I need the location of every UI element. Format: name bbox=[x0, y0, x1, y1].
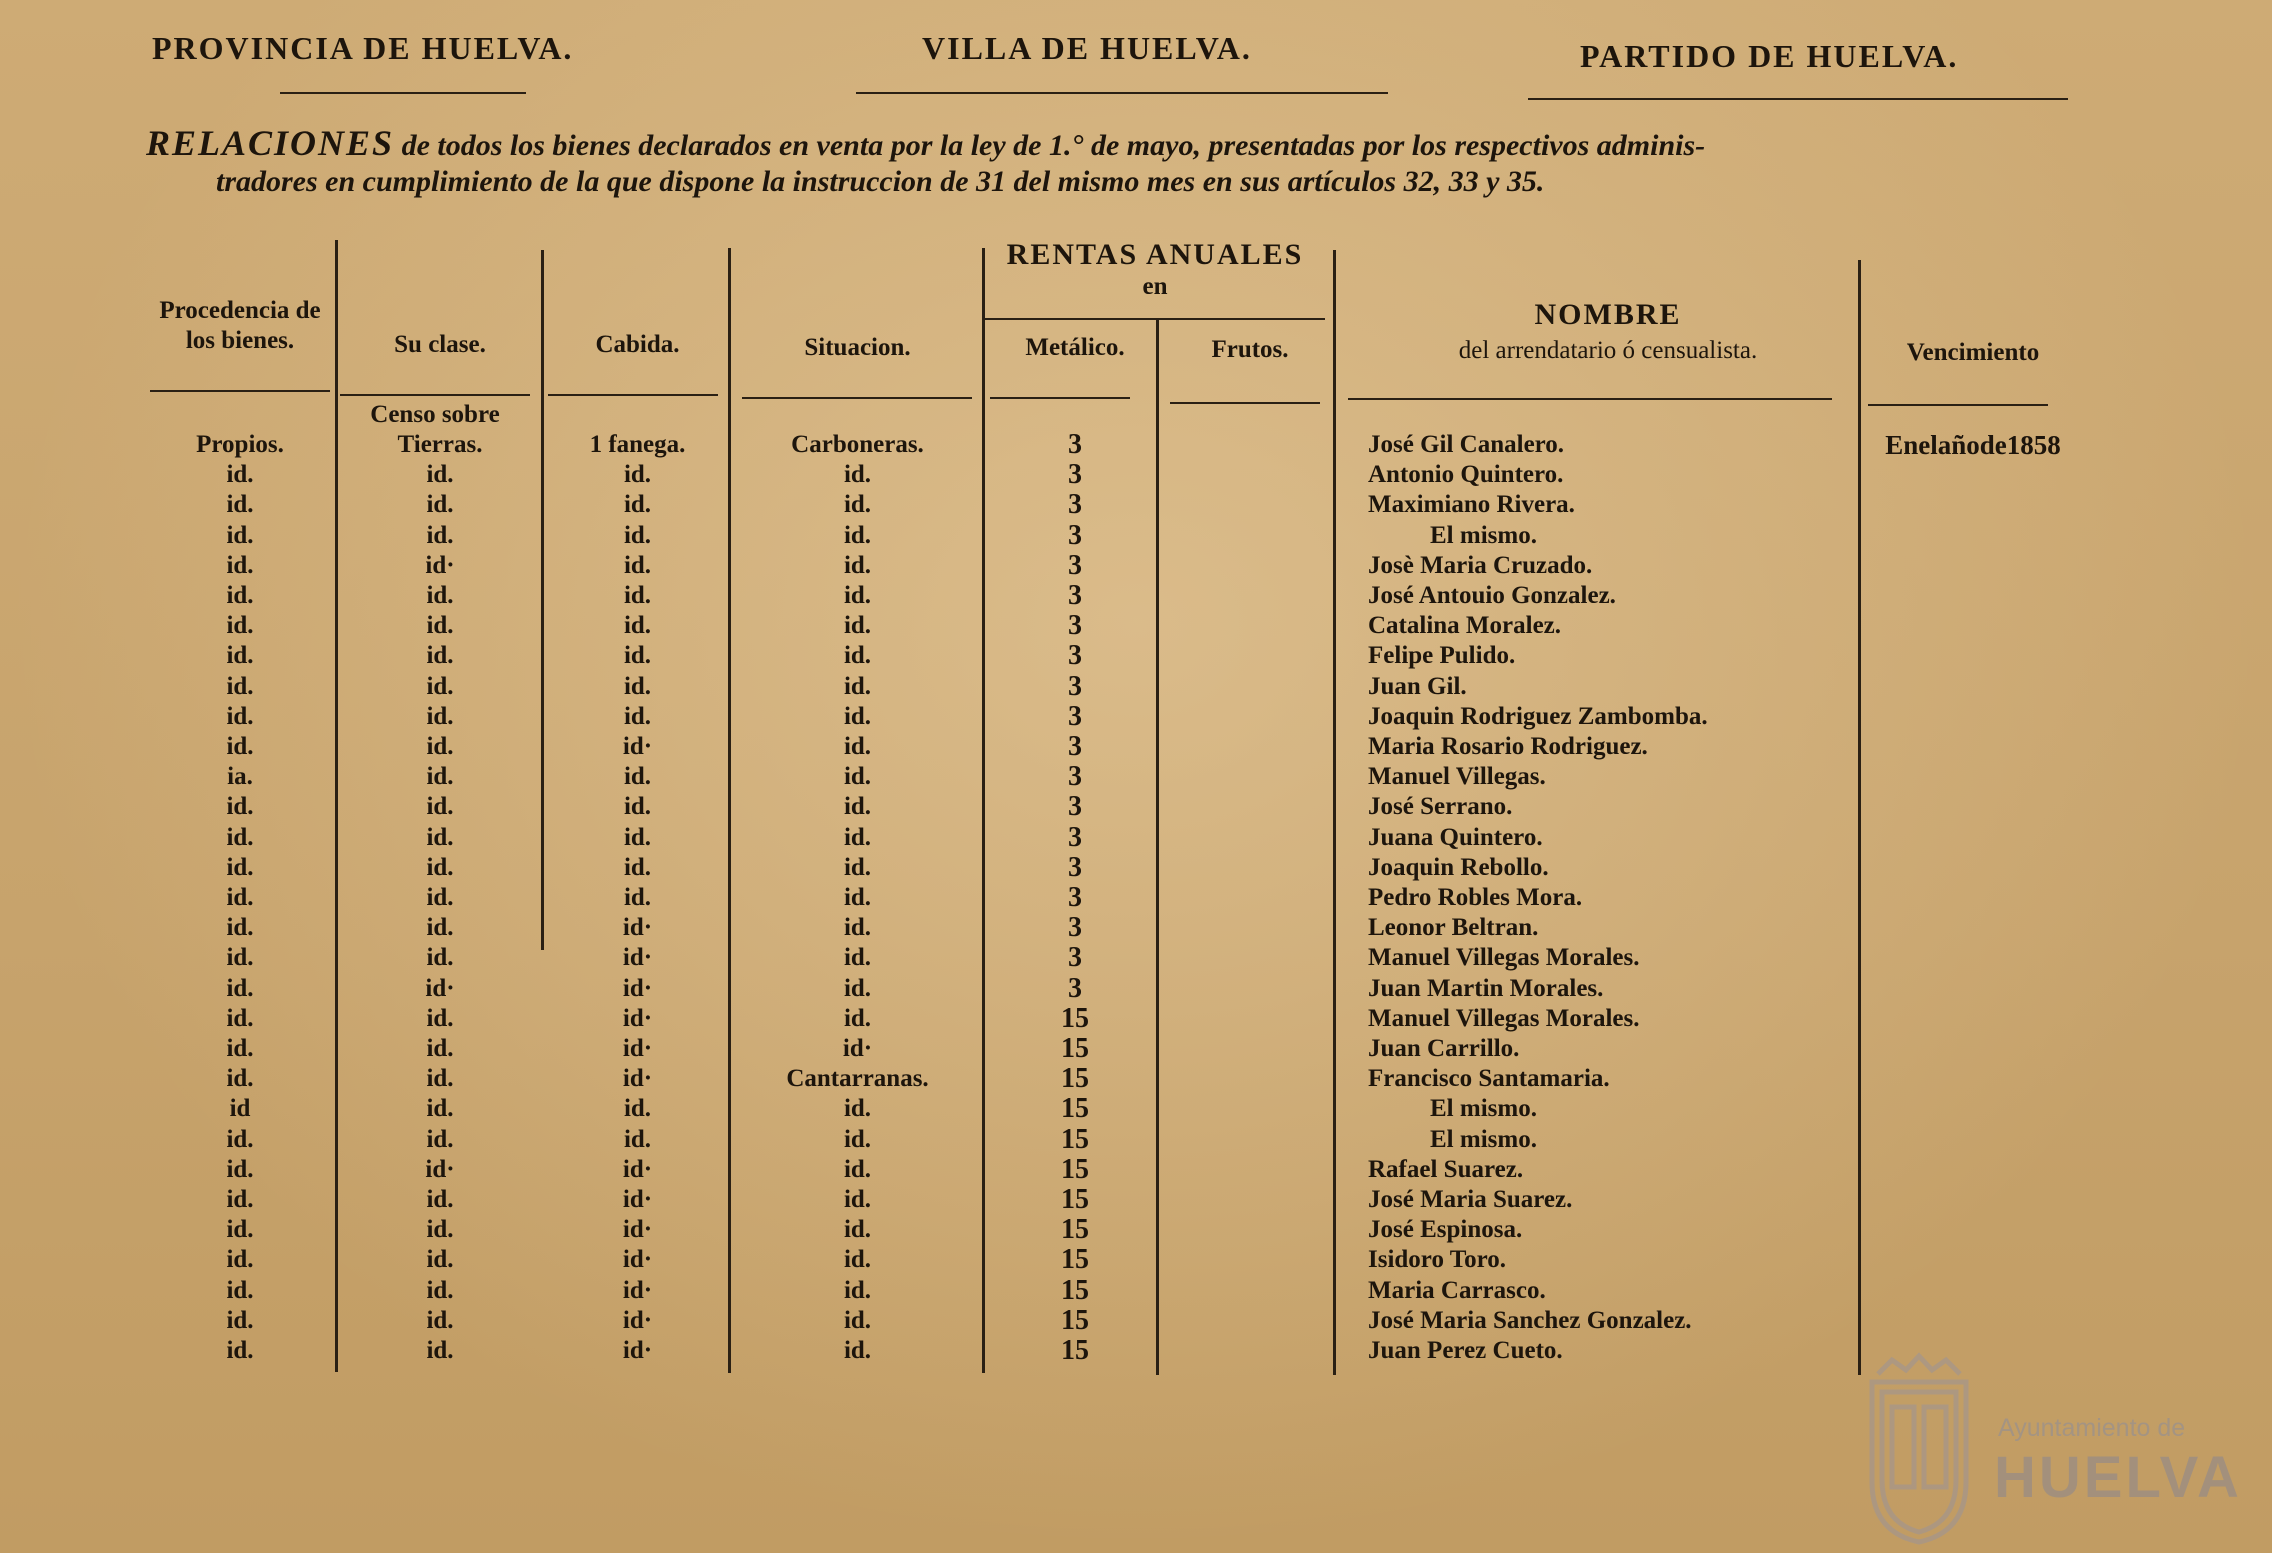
cell-situacion: id. bbox=[843, 763, 872, 791]
table-row bbox=[0, 913, 2272, 943]
cell-cabida: id. bbox=[623, 491, 652, 519]
cell-metalico: 15 bbox=[1061, 1093, 1089, 1125]
cell-cabida: id· bbox=[622, 1186, 653, 1213]
colhead-rentas-en: en bbox=[1142, 273, 1168, 300]
cell-clase: id· bbox=[425, 551, 455, 579]
cell-nombre: Joaquin Rodriguez Zambomba. bbox=[1368, 702, 1708, 730]
cell-procedencia: id. bbox=[226, 702, 254, 730]
cell-cabida: id· bbox=[622, 1216, 653, 1244]
cell-situacion: id. bbox=[843, 491, 872, 519]
table-row bbox=[0, 883, 2272, 913]
intro-line-1: de todos los bienes declarados en venta por la ley de 1.° de mayo, presentadas por los respectivos adminis- bbox=[401, 129, 1706, 162]
table-row bbox=[0, 792, 2272, 822]
cell-cabida: id. bbox=[623, 582, 652, 609]
cell-cabida: id. bbox=[623, 521, 652, 549]
cell-nombre: Antonio Quintero. bbox=[1368, 461, 1564, 489]
cell-clase: id· bbox=[425, 974, 455, 1002]
table-row bbox=[0, 1306, 2272, 1336]
cell-nombre: Joaquin Rebollo. bbox=[1368, 853, 1549, 881]
cell-metalico: 15 bbox=[1061, 1335, 1089, 1366]
cell-situacion: id. bbox=[843, 1246, 872, 1274]
cell-procedencia: id. bbox=[226, 974, 254, 1002]
cell-nombre: Maria Rosario Rodriguez. bbox=[1368, 733, 1648, 760]
cell-nombre: Francisco Santamaria. bbox=[1368, 1065, 1610, 1093]
cell-clase: id. bbox=[426, 1065, 454, 1093]
intro-lead: RELACIONES bbox=[146, 123, 395, 163]
cell-situacion: id. bbox=[843, 642, 872, 670]
cell-procedencia: id. bbox=[226, 1276, 254, 1304]
cell-metalico: 3 bbox=[1068, 821, 1082, 853]
cell-cabida: id. bbox=[623, 763, 652, 791]
cell-cabida: id. bbox=[623, 672, 652, 700]
cell-metalico: 3 bbox=[1068, 791, 1082, 823]
rule-clase bbox=[340, 394, 530, 396]
rule-procedencia bbox=[150, 390, 330, 392]
cell-clase: id. bbox=[426, 582, 454, 609]
cell-clase: id. bbox=[426, 823, 454, 851]
cell-nombre: José Antouio Gonzalez. bbox=[1368, 582, 1616, 609]
cell-nombre: Catalina Moralez. bbox=[1368, 612, 1562, 640]
table-row bbox=[0, 1004, 2272, 1034]
cell-nombre: Maximiano Rivera. bbox=[1368, 491, 1575, 519]
cell-procedencia: id. bbox=[226, 521, 254, 549]
cell-situacion: id. bbox=[843, 1276, 872, 1304]
cell-procedencia: id. bbox=[226, 1246, 254, 1274]
cell-metalico: 15 bbox=[1061, 1244, 1089, 1276]
colhead-vencimiento: Vencimiento bbox=[1906, 339, 2040, 366]
cell-procedencia: id. bbox=[226, 1035, 254, 1062]
colhead-situacion: Situacion. bbox=[804, 334, 911, 361]
cell-cabida: 1 fanega. bbox=[589, 431, 686, 458]
cell-metalico: 3 bbox=[1068, 489, 1082, 521]
cell-procedencia: id. bbox=[226, 461, 254, 489]
table-row bbox=[0, 521, 2272, 551]
table-row bbox=[0, 762, 2272, 792]
cell-situacion: id. bbox=[843, 974, 872, 1002]
cell-procedencia: id. bbox=[226, 642, 254, 670]
cell-metalico: 15 bbox=[1061, 1153, 1089, 1185]
cell-metalico: 3 bbox=[1068, 519, 1082, 551]
cell-metalico: 3 bbox=[1068, 761, 1082, 793]
table-row bbox=[0, 1215, 2272, 1245]
cell-cabida: id. bbox=[623, 551, 652, 579]
cell-procedencia: id. bbox=[226, 733, 254, 760]
cell-procedencia: id. bbox=[226, 1004, 254, 1032]
table-row bbox=[0, 1094, 2272, 1124]
rule-cabida bbox=[548, 394, 718, 396]
cell-procedencia: id. bbox=[226, 551, 254, 579]
cell-clase: id. bbox=[426, 1125, 454, 1153]
cell-metalico: 15 bbox=[1061, 1123, 1089, 1155]
ayuntamiento-huelva-logo bbox=[1858, 1352, 2272, 1552]
cell-metalico: 3 bbox=[1068, 670, 1082, 702]
cell-situacion: id· bbox=[842, 1035, 873, 1062]
table-row bbox=[0, 611, 2272, 641]
cell-procedencia: id. bbox=[226, 1065, 254, 1093]
cell-procedencia: Propios. bbox=[196, 431, 284, 458]
cell-cabida: id. bbox=[623, 702, 652, 730]
table-row bbox=[0, 460, 2272, 490]
cell-clase: id. bbox=[426, 733, 454, 760]
cell-situacion: id. bbox=[843, 1155, 872, 1183]
header-provincia-rule bbox=[280, 92, 526, 94]
cell-nombre: Manuel Villegas Morales. bbox=[1368, 944, 1640, 972]
cell-procedencia: id bbox=[229, 1095, 251, 1123]
cell-nombre: Maria Carrasco. bbox=[1368, 1276, 1546, 1304]
cell-situacion: id. bbox=[843, 884, 872, 911]
cell-procedencia: id. bbox=[226, 1216, 254, 1244]
cell-cabida: id· bbox=[622, 1276, 653, 1304]
table-row bbox=[0, 974, 2272, 1004]
cell-nombre: Juan Perez Cueto. bbox=[1368, 1337, 1563, 1364]
intro-line-2: tradores en cumplimiento de la que dispone la instruccion de 31 del mismo mes en sus artículos 32, 33 y 35. bbox=[216, 165, 1545, 198]
table-row bbox=[0, 732, 2272, 762]
cell-situacion: id. bbox=[843, 793, 872, 821]
cell-cabida: id· bbox=[622, 733, 653, 760]
table-row bbox=[0, 672, 2272, 702]
colhead-rentas: RENTAS ANUALES bbox=[1006, 238, 1304, 271]
cell-situacion: id. bbox=[843, 521, 872, 549]
header-villa-rule bbox=[856, 92, 1388, 94]
watermark-line-2: HUELVA bbox=[1994, 1445, 2242, 1510]
cell-vencimiento: Enelañode1858 bbox=[1885, 430, 2061, 460]
cell-situacion: id. bbox=[843, 1337, 872, 1364]
cell-situacion: Carboneras. bbox=[791, 431, 924, 458]
cell-procedencia: id. bbox=[226, 823, 254, 851]
cell-nombre: José Gil Canalero. bbox=[1368, 431, 1565, 458]
cell-situacion: id. bbox=[843, 702, 872, 730]
cell-clase: id. bbox=[426, 1004, 454, 1032]
cell-procedencia: id. bbox=[226, 1186, 254, 1213]
cell-metalico: 3 bbox=[1068, 640, 1082, 672]
intro-paragraph bbox=[146, 125, 2086, 200]
cell-cabida: id· bbox=[622, 1155, 653, 1183]
cell-procedencia: id. bbox=[226, 582, 254, 609]
cell-metalico: 15 bbox=[1061, 1033, 1089, 1064]
cell-cabida: id. bbox=[623, 823, 652, 851]
cell-nombre: Pedro Robles Mora. bbox=[1368, 884, 1583, 911]
table-row bbox=[0, 702, 2272, 732]
cell-situacion: id. bbox=[843, 733, 872, 760]
watermark-line-1: Ayuntamiento de bbox=[1998, 1414, 2186, 1442]
table-row bbox=[0, 1125, 2272, 1155]
cell-procedencia: id. bbox=[226, 491, 254, 519]
cell-clase: id. bbox=[426, 521, 454, 549]
cell-situacion: id. bbox=[843, 1216, 872, 1244]
cell-nombre: El mismo. bbox=[1430, 1125, 1537, 1153]
table-row bbox=[0, 1276, 2272, 1306]
cell-nombre: Manuel Villegas Morales. bbox=[1368, 1004, 1640, 1032]
cell-situacion: id. bbox=[843, 1306, 872, 1334]
header-provincia: PROVINCIA DE HUELVA. bbox=[152, 30, 574, 66]
cell-cabida: id. bbox=[623, 793, 652, 821]
table-row bbox=[0, 641, 2272, 671]
cell-metalico: 15 bbox=[1061, 1063, 1089, 1095]
cell-clase: id. bbox=[426, 763, 454, 791]
cell-clase: id. bbox=[426, 884, 454, 911]
cell-clase: id. bbox=[426, 1306, 454, 1334]
colhead-nombre-sub: del arrendatario ó censualista. bbox=[1458, 337, 1758, 364]
colhead-frutos: Frutos. bbox=[1211, 336, 1289, 363]
rentas-group-rule bbox=[985, 318, 1325, 320]
cell-situacion: id. bbox=[843, 944, 872, 972]
colhead-nombre-title: NOMBRE bbox=[1534, 298, 1682, 331]
cell-clase: id. bbox=[426, 1276, 454, 1304]
cell-metalico: 3 bbox=[1068, 912, 1082, 944]
cell-nombre: Juana Quintero. bbox=[1368, 823, 1543, 851]
cell-procedencia: id. bbox=[226, 612, 254, 640]
cell-cabida: id· bbox=[622, 1004, 653, 1032]
cell-clase: id. bbox=[426, 461, 454, 489]
cell-situacion: id. bbox=[843, 823, 872, 851]
cell-clase: id. bbox=[426, 1216, 454, 1244]
cell-metalico: 3 bbox=[1068, 942, 1082, 974]
cell-situacion: id. bbox=[843, 612, 872, 640]
cell-metalico: 3 bbox=[1068, 429, 1082, 460]
cell-nombre: El mismo. bbox=[1430, 521, 1537, 549]
clase-censo-sobre: Censo sobre bbox=[370, 401, 500, 428]
cell-metalico: 15 bbox=[1061, 1002, 1089, 1034]
table-row bbox=[0, 430, 2272, 460]
cell-clase: id. bbox=[426, 491, 454, 519]
cell-metalico: 15 bbox=[1061, 1184, 1089, 1215]
header-villa: VILLA DE HUELVA. bbox=[922, 30, 1252, 66]
cell-clase: id. bbox=[426, 1246, 454, 1274]
cell-clase: id. bbox=[426, 914, 454, 942]
cell-cabida: id. bbox=[623, 1125, 652, 1153]
cell-procedencia: id. bbox=[226, 1155, 254, 1183]
cell-cabida: id· bbox=[622, 944, 653, 972]
cell-situacion: id. bbox=[843, 672, 872, 700]
rule-situacion bbox=[742, 397, 972, 399]
cell-cabida: id· bbox=[622, 1306, 653, 1334]
cell-nombre: José Maria Suarez. bbox=[1368, 1186, 1573, 1213]
cell-cabida: id. bbox=[623, 612, 652, 640]
table-row bbox=[0, 1064, 2272, 1094]
cell-metalico: 3 bbox=[1068, 459, 1082, 491]
cell-cabida: id. bbox=[623, 884, 652, 911]
cell-metalico: 3 bbox=[1068, 851, 1082, 883]
cell-procedencia: id. bbox=[226, 884, 254, 911]
cell-procedencia: id. bbox=[226, 1125, 254, 1153]
cell-clase: id. bbox=[426, 1095, 454, 1123]
cell-nombre: José Maria Sanchez Gonzalez. bbox=[1368, 1306, 1692, 1334]
colhead-cabida: Cabida. bbox=[595, 331, 680, 358]
cell-clase: id. bbox=[426, 642, 454, 670]
cell-metalico: 3 bbox=[1068, 700, 1082, 732]
cell-nombre: Juan Gil. bbox=[1368, 672, 1467, 700]
cell-nombre: Leonor Beltran. bbox=[1368, 914, 1539, 942]
cell-clase: id. bbox=[426, 853, 454, 881]
cell-clase: id. bbox=[426, 672, 454, 700]
cell-nombre: Juan Carrillo. bbox=[1368, 1035, 1520, 1062]
cell-cabida: id. bbox=[623, 1095, 652, 1123]
cell-clase: id. bbox=[426, 944, 454, 972]
cell-situacion: id. bbox=[843, 1004, 872, 1032]
cell-nombre: José Serrano. bbox=[1368, 793, 1513, 821]
colhead-procedencia: Procedencia de los bienes. bbox=[159, 297, 321, 354]
cell-situacion: id. bbox=[843, 582, 872, 609]
cell-clase: id· bbox=[425, 1155, 455, 1183]
rule-vencimiento bbox=[1868, 404, 2048, 406]
cell-clase: id. bbox=[426, 702, 454, 730]
cell-situacion: id. bbox=[843, 1186, 872, 1213]
header-partido-rule bbox=[1528, 98, 2068, 100]
rule-frutos bbox=[1170, 402, 1320, 404]
table-row bbox=[0, 853, 2272, 883]
cell-clase: id. bbox=[426, 1035, 454, 1062]
cell-nombre: Felipe Pulido. bbox=[1368, 642, 1516, 670]
cell-procedencia: id. bbox=[226, 672, 254, 700]
cell-metalico: 3 bbox=[1068, 610, 1082, 642]
table-row bbox=[0, 1034, 2272, 1064]
cell-nombre: Manuel Villegas. bbox=[1368, 763, 1546, 791]
table-row bbox=[0, 490, 2272, 520]
cell-metalico: 3 bbox=[1068, 972, 1082, 1004]
cell-cabida: id· bbox=[622, 914, 653, 942]
cell-metalico: 3 bbox=[1068, 882, 1082, 913]
cell-nombre: Juan Martin Morales. bbox=[1368, 974, 1604, 1002]
cell-situacion: id. bbox=[843, 914, 872, 942]
cell-nombre: Josè Maria Cruzado. bbox=[1368, 551, 1593, 579]
colhead-metalico: Metálico. bbox=[1025, 334, 1125, 361]
cell-nombre: El mismo. bbox=[1430, 1095, 1537, 1123]
cell-procedencia: id. bbox=[226, 1306, 254, 1334]
cell-clase: id. bbox=[426, 793, 454, 821]
cell-nombre: José Espinosa. bbox=[1368, 1216, 1523, 1244]
cell-cabida: id· bbox=[622, 1337, 653, 1364]
rule-nombre bbox=[1348, 398, 1832, 400]
rule-metalico bbox=[990, 397, 1130, 399]
cell-clase: Tierras. bbox=[397, 431, 483, 458]
cell-clase: id. bbox=[426, 1186, 454, 1213]
table-row bbox=[0, 1245, 2272, 1275]
cell-cabida: id. bbox=[623, 461, 652, 489]
table-row bbox=[0, 1155, 2272, 1185]
cell-metalico: 3 bbox=[1068, 731, 1082, 762]
cell-procedencia: ia. bbox=[227, 763, 253, 791]
cell-cabida: id. bbox=[623, 853, 652, 881]
cell-situacion: id. bbox=[843, 461, 872, 489]
cell-cabida: id· bbox=[622, 1035, 653, 1062]
cell-clase: id. bbox=[426, 612, 454, 640]
header-partido: PARTIDO DE HUELVA. bbox=[1580, 38, 1959, 74]
cell-situacion: id. bbox=[843, 1095, 872, 1123]
colhead-clase: Su clase. bbox=[394, 331, 486, 358]
cell-procedencia: id. bbox=[226, 853, 254, 881]
cell-procedencia: id. bbox=[226, 914, 254, 942]
table-row bbox=[0, 943, 2272, 973]
table-row bbox=[0, 1185, 2272, 1215]
cell-situacion: id. bbox=[843, 853, 872, 881]
cell-procedencia: id. bbox=[226, 1337, 254, 1364]
cell-metalico: 15 bbox=[1061, 1304, 1089, 1336]
cell-clase: id. bbox=[426, 1337, 454, 1364]
cell-metalico: 15 bbox=[1061, 1274, 1089, 1306]
table-row bbox=[0, 581, 2272, 611]
cell-metalico: 3 bbox=[1068, 580, 1082, 611]
cell-situacion: id. bbox=[843, 551, 872, 579]
cell-procedencia: id. bbox=[226, 944, 254, 972]
cell-situacion: Cantarranas. bbox=[786, 1065, 929, 1093]
cell-nombre: Rafael Suarez. bbox=[1368, 1155, 1524, 1183]
cell-metalico: 3 bbox=[1068, 549, 1082, 581]
cell-cabida: id. bbox=[623, 642, 652, 670]
cell-situacion: id. bbox=[843, 1125, 872, 1153]
table-row bbox=[0, 823, 2272, 853]
cell-cabida: id· bbox=[622, 1246, 653, 1274]
cell-nombre: Isidoro Toro. bbox=[1368, 1246, 1507, 1274]
cell-procedencia: id. bbox=[226, 793, 254, 821]
cell-cabida: id· bbox=[622, 974, 653, 1002]
cell-metalico: 15 bbox=[1061, 1214, 1089, 1246]
cell-cabida: id· bbox=[622, 1065, 653, 1093]
table-row bbox=[0, 551, 2272, 581]
